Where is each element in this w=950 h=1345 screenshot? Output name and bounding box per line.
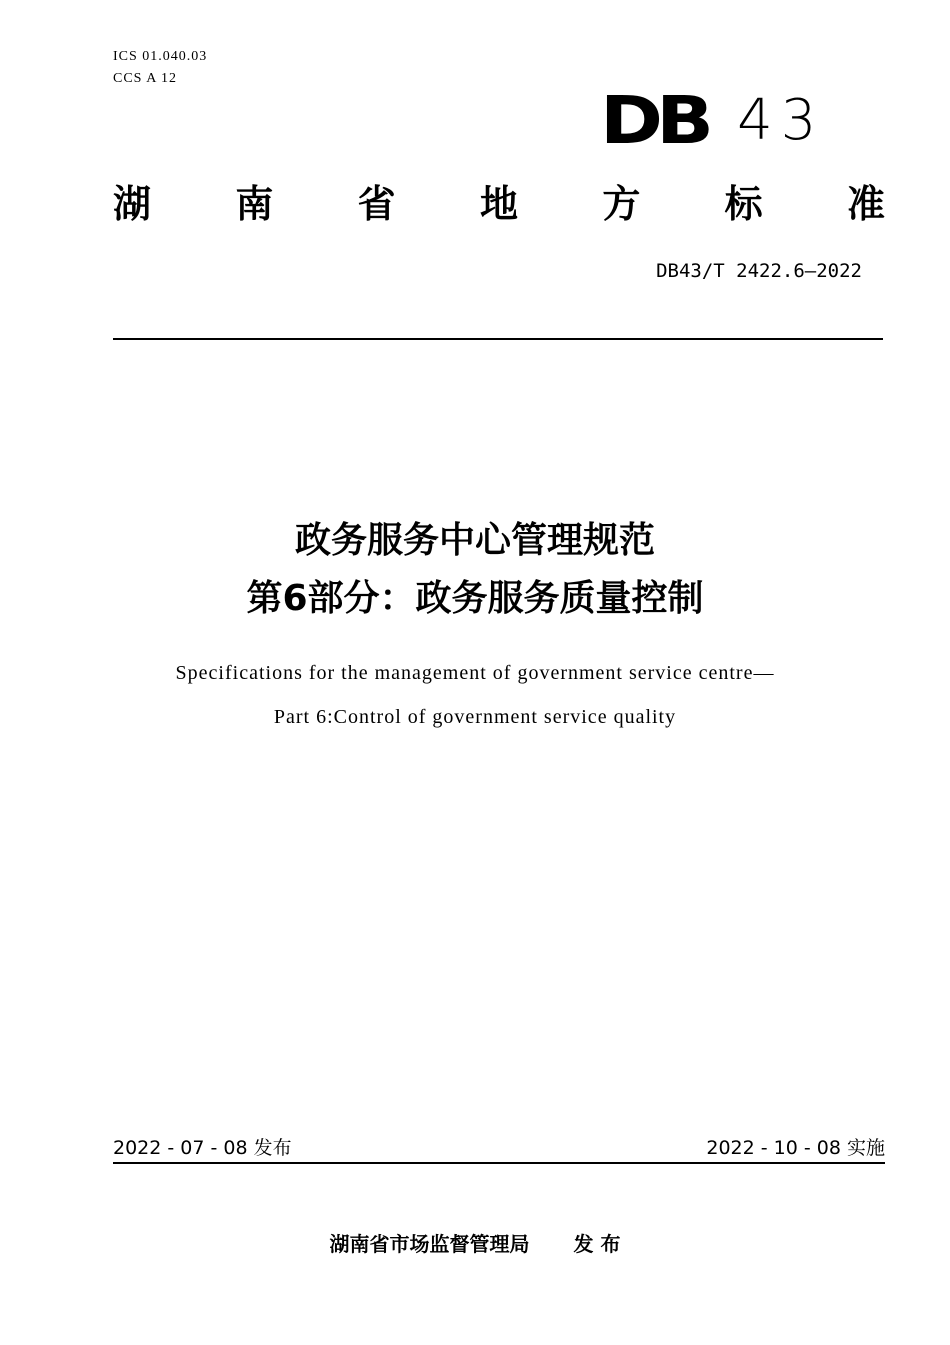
publish-date: 2022 - 07 - 08 发布 bbox=[113, 1137, 292, 1159]
standard-type-char: 省 bbox=[357, 182, 396, 226]
standard-type-char: 方 bbox=[602, 182, 641, 226]
top-divider bbox=[113, 338, 883, 340]
english-title-line-1: Specifications for the management of government service centre— bbox=[175, 662, 775, 684]
standard-type-char: 地 bbox=[479, 182, 518, 226]
standard-type-char: 湖 bbox=[113, 182, 152, 226]
ccs-code: CCS A 12 bbox=[113, 71, 178, 86]
standard-type-char: 标 bbox=[724, 182, 763, 226]
bottom-divider bbox=[113, 1162, 885, 1164]
standard-code: DB43/T 2422.6—2022 bbox=[656, 260, 862, 282]
db-logo: DB bbox=[600, 82, 708, 159]
implementation-date: 2022 - 10 - 08 实施 bbox=[706, 1137, 885, 1159]
standard-type-title bbox=[113, 180, 885, 228]
db-mark bbox=[600, 82, 825, 159]
issuer-action: 发 布 bbox=[573, 1232, 621, 1256]
db-region-number: 43 bbox=[737, 88, 825, 153]
standard-type-char: 准 bbox=[846, 182, 885, 226]
issuer-line bbox=[0, 1228, 950, 1257]
chinese-title-line-1: 政务服务中心管理规范 bbox=[294, 520, 655, 561]
ics-code: ICS 01.040.03 bbox=[113, 49, 208, 64]
chinese-title-line-2: 第6部分：政务服务质量控制 bbox=[246, 578, 704, 619]
issuer-name: 湖南省市场监督管理局 bbox=[329, 1232, 530, 1256]
english-title-line-2: Part 6:Control of government service quality bbox=[273, 706, 677, 728]
standard-type-char: 南 bbox=[235, 182, 274, 226]
classification-codes bbox=[113, 46, 207, 90]
